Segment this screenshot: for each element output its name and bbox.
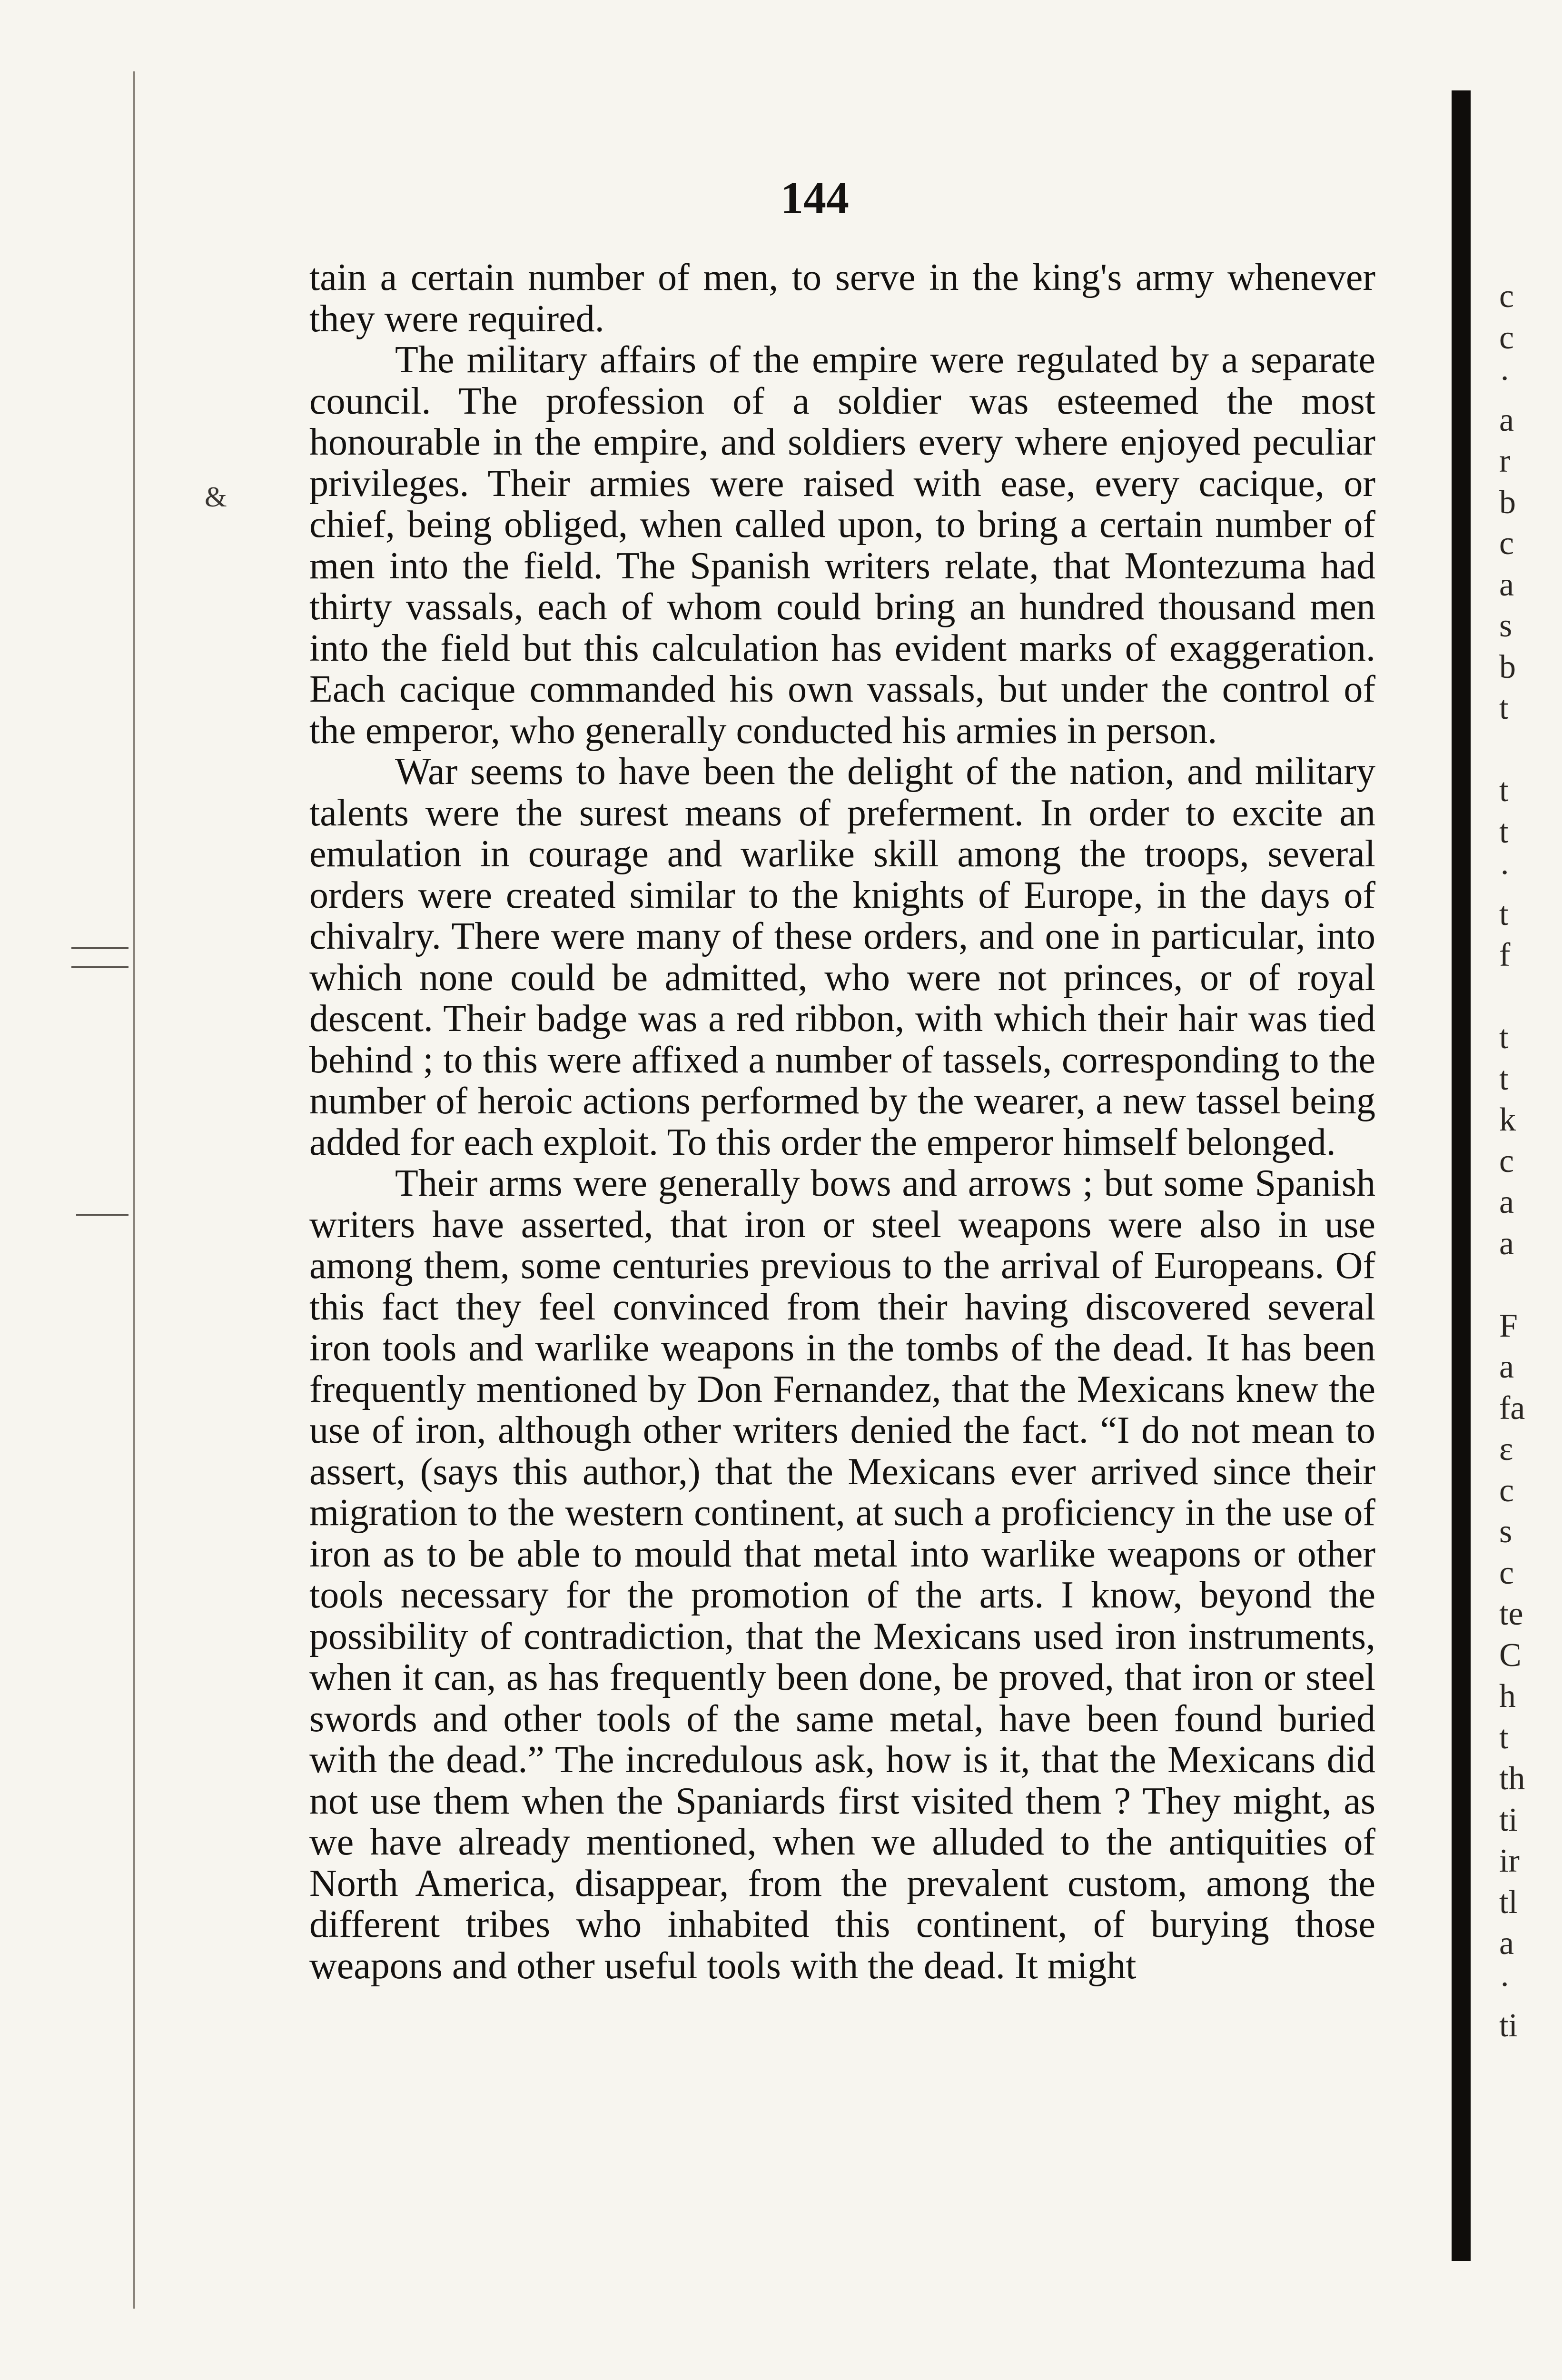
bleed-glyph: · bbox=[1499, 1966, 1511, 2003]
bleed-glyph: ti bbox=[1499, 2007, 1518, 2044]
bleed-glyph: t bbox=[1499, 813, 1509, 850]
bleed-glyph: th bbox=[1499, 1760, 1525, 1797]
bleed-glyph: tl bbox=[1499, 1884, 1518, 1921]
bleed-glyph: te bbox=[1499, 1596, 1523, 1632]
bleed-glyph: ir bbox=[1499, 1843, 1520, 1879]
bleed-glyph: a bbox=[1499, 401, 1514, 438]
bleed-glyph: ti bbox=[1499, 1801, 1518, 1838]
gutter-edge bbox=[133, 71, 135, 2309]
bleed-glyph: c bbox=[1499, 319, 1514, 356]
bleed-glyph: a bbox=[1499, 1225, 1514, 1262]
facing-page-bleed bbox=[1499, 276, 1542, 2047]
bleed-glyph: · bbox=[1499, 854, 1511, 891]
paragraph: Their arms were generally bows and arrows ; but some Spanish writers have asserted, that iron or steel weapons were also in use among them, some centuries previous to the arrival of Europeans. Of this fact they feel convinced from their having discovered several iron tools and warlike weapons in the tombs of the dead. It has been frequently mentioned by Don Fernandez, that the Mexicans knew the use of iron, although other writers denied the fact. “I do not mean to assert, (says this author,) that the Mexicans ever arrived since their migration to the western continent, at such a proficiency in the use of iron as to be able to mould that metal into warlike weapons or other tools necessary for the promotion of the arts. I know, beyond the possibility of contradiction, that the Mexicans used iron instruments, when it can, as has frequently been done, be proved, that iron or steel swords and other tools of the same metal, have been found buried with the dead.” The incredulous ask, how is it, that the Mexicans did not use them when the Spaniards first visited them ? They might, as we have already mentioned, when we alluded to the antiquities of North America, disappear, from the prevalent custom, among the different tribes who inhabited this continent, of burying those weapons and other useful tools with the dead. It might bbox=[309, 1162, 1375, 1987]
bleed-glyph: t bbox=[1499, 772, 1509, 809]
bleed-glyph: a bbox=[1499, 566, 1514, 603]
bleed-glyph: · bbox=[1499, 360, 1511, 397]
paragraph: The military affairs of the empire were regulated by a separate council. The profession of a soldier was esteemed the most honourable in the empire, and soldiers every where enjoyed peculiar privileges. Their armies were raised with ease, every cacique, or chief, being obliged, when called upon, to bring a certain number of men into the field. The Spanish writers relate, that Montezuma had thirty vassals, each of whom could bring an hundred thousand men into the field but this calculation has evident marks of exaggeration. Each cacique commanded his own vassals, but under the control of the emperor, who generally conducted his armies in person. bbox=[309, 339, 1375, 752]
bleed-glyph bbox=[1499, 1264, 1542, 1306]
page-number: 144 bbox=[781, 172, 849, 223]
bleed-glyph: f bbox=[1499, 937, 1511, 973]
gutter-tick bbox=[76, 1214, 129, 1216]
bleed-glyph: fa bbox=[1499, 1389, 1525, 1427]
bleed-glyph: s bbox=[1499, 607, 1513, 644]
bleed-glyph: F bbox=[1499, 1307, 1518, 1344]
paragraph: tain a certain number of men, to serve in the king's army whenever they were required. bbox=[309, 257, 1375, 340]
bleed-glyph: C bbox=[1499, 1636, 1522, 1674]
bleed-glyph: t bbox=[1499, 690, 1509, 726]
body-text bbox=[309, 257, 1375, 1986]
bleed-glyph: ε bbox=[1499, 1431, 1513, 1468]
bleed-glyph: t bbox=[1499, 895, 1509, 932]
stray-mark: & bbox=[205, 481, 227, 513]
bleed-glyph: t bbox=[1499, 1060, 1509, 1097]
bleed-glyph: t bbox=[1499, 1719, 1509, 1756]
binding-shadow bbox=[1452, 90, 1471, 2261]
bleed-glyph: r bbox=[1499, 443, 1511, 479]
bleed-glyph: k bbox=[1499, 1101, 1516, 1138]
bleed-glyph: b bbox=[1499, 484, 1516, 521]
bleed-glyph: c bbox=[1499, 278, 1514, 315]
bleed-glyph: a bbox=[1499, 1184, 1514, 1220]
bleed-glyph bbox=[1499, 976, 1542, 1018]
bleed-glyph: b bbox=[1499, 648, 1516, 685]
gutter-tick bbox=[71, 966, 129, 968]
paragraph: War seems to have been the delight of the nation, and military talents were the surest means of preferment. In order to excite an emulation in courage and warlike skill among the troops, several orders were created similar to the knights of Europe, in the days of chivalry. There were many of these orders, and one in particular, into which none could be admitted, who were not princes, or of royal descent. Their badge was a red ribbon, with which their hair was tied behind ; to this were affixed a number of tassels, corresponding to the number of heroic actions performed by the wearer, a new tassel being added for each exploit. To this order the emperor himself belonged. bbox=[309, 751, 1375, 1163]
bleed-glyph: c bbox=[1499, 525, 1514, 562]
bleed-glyph: s bbox=[1499, 1513, 1513, 1550]
bleed-glyph: c bbox=[1499, 1472, 1514, 1509]
bleed-glyph: h bbox=[1499, 1678, 1516, 1715]
bleed-glyph: t bbox=[1499, 1019, 1509, 1056]
bleed-glyph: c bbox=[1499, 1554, 1514, 1591]
bleed-glyph bbox=[1499, 729, 1542, 771]
bleed-glyph: a bbox=[1499, 1349, 1514, 1385]
bleed-glyph: c bbox=[1499, 1142, 1514, 1180]
gutter-tick bbox=[71, 947, 129, 949]
bleed-glyph: a bbox=[1499, 1925, 1514, 1962]
